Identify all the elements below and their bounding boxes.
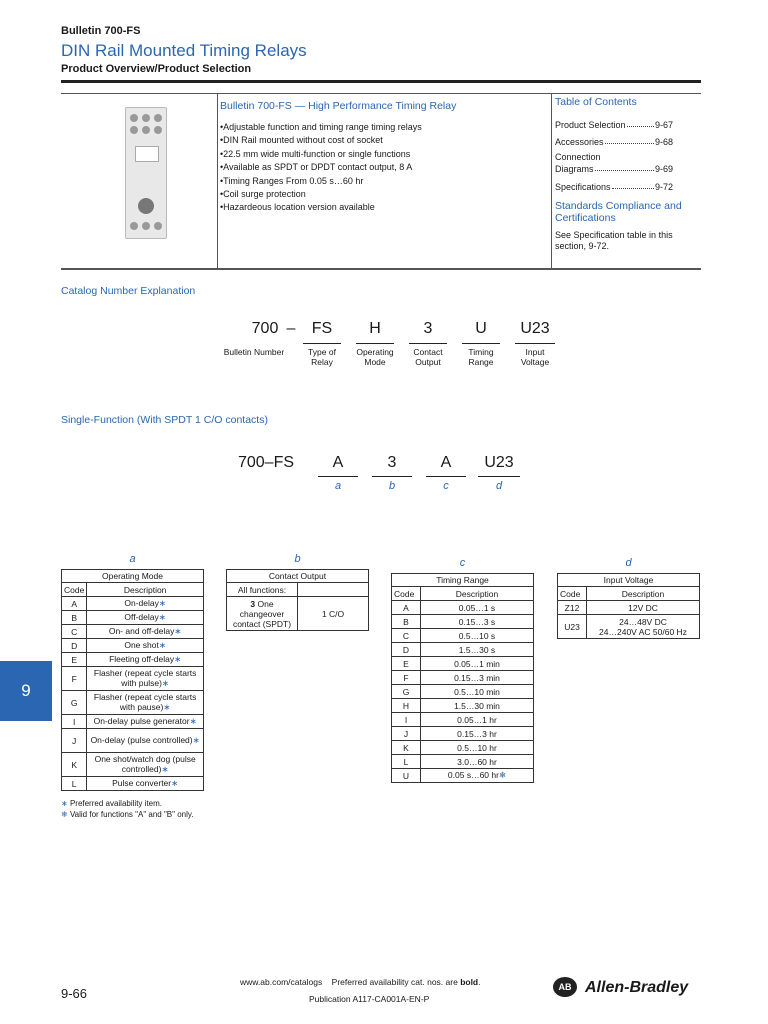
toc-item-label: Connection: [555, 152, 601, 162]
catalog-heading: Catalog Number Explanation: [61, 285, 196, 297]
sf-code: 700–FS: [237, 454, 295, 471]
toc-title: Table of Contents: [555, 96, 637, 108]
single-function-heading: Single-Function (With SPDT 1 C/O contacts): [61, 414, 268, 426]
table-row: F 0.15…3 min: [392, 671, 534, 685]
catalog-label: Contact Output: [413, 347, 443, 367]
catalog-label: Input Voltage: [520, 347, 550, 367]
list-item: • Available as SPDT or DPDT contact output, 8 A: [220, 161, 422, 174]
footnote-valid: ❄ Valid for functions "A" and "B" only.: [61, 810, 194, 819]
table-row: L 3.0…60 hr: [392, 755, 534, 769]
toc-item-label: Diagrams: [555, 164, 594, 174]
toc-item[interactable]: [555, 120, 673, 130]
table-row: E Fleeting off-delay∗: [62, 653, 204, 667]
table-row: H 1.5…30 min: [392, 699, 534, 713]
table-row: C 0.5…10 s: [392, 629, 534, 643]
table-row: A 0.05…1 s: [392, 601, 534, 615]
table-row: U 0.05 s…60 hr❄: [392, 769, 534, 783]
table-row: Z12 12V DC: [558, 601, 700, 615]
input-voltage-table: [557, 573, 700, 639]
relay-product-image: [125, 107, 167, 239]
sf-letter: a: [334, 480, 342, 492]
page-title: DIN Rail Mounted Timing Relays: [61, 41, 307, 60]
table-row: D One shot∗: [62, 639, 204, 653]
toc-item[interactable]: [555, 137, 673, 147]
page-subtitle: Product Overview/Product Selection: [61, 63, 252, 75]
sf-code: A: [332, 454, 344, 471]
operating-mode-table: [61, 569, 204, 791]
toc-item: [555, 152, 673, 162]
catalog-label: Bulletin Number: [223, 347, 285, 357]
catalog-code: U: [475, 320, 487, 337]
catalog-link[interactable]: www.ab.com/catalogs: [240, 977, 323, 987]
table-row: C On- and off-delay∗: [62, 625, 204, 639]
table-header: Code: [558, 587, 587, 601]
panel-divider: [217, 94, 218, 269]
catalog-code: U23: [520, 320, 550, 337]
list-item: • DIN Rail mounted without cost of socket: [220, 134, 422, 147]
toc-item[interactable]: [555, 164, 673, 174]
toc-item-page: 9-68: [654, 137, 673, 147]
standards-text: See Specification table in this section, 9-72.: [555, 230, 673, 251]
footnote-preferred: ∗ Preferred availability item.: [61, 799, 162, 808]
table-a-letter: a: [129, 553, 136, 565]
table-row: G 0.5…10 min: [392, 685, 534, 699]
contact-output-table: [226, 569, 369, 631]
table-title: Contact Output: [227, 570, 369, 583]
list-item: • 22.5 mm wide multi-function or single functions: [220, 148, 422, 161]
table-row: I 0.05…1 hr: [392, 713, 534, 727]
sf-code: 3: [387, 454, 397, 471]
table-row: U23 24…48V DC 24…240V AC 50/60 Hz: [558, 615, 700, 639]
panel-divider: [551, 94, 552, 269]
toc-item-page: 9-69: [654, 164, 673, 174]
toc-item-label: Specifications: [555, 182, 611, 192]
table-header: Description: [421, 587, 534, 601]
table-row: B 0.15…3 s: [392, 615, 534, 629]
catalog-label: Type of Relay: [308, 347, 336, 367]
list-item: • Adjustable function and timing range timing relays: [220, 121, 422, 134]
catalog-dash: –: [286, 320, 296, 337]
table-row: B Off-delay∗: [62, 611, 204, 625]
toc-item-label: Accessories: [555, 137, 604, 147]
table-header: Code: [62, 583, 87, 597]
table-row: J 0.15…3 hr: [392, 727, 534, 741]
table-row: F Flasher (repeat cycle starts with pulse)∗: [62, 667, 204, 691]
toc-item-label: Product Selection: [555, 120, 626, 130]
table-c-letter: c: [459, 557, 466, 569]
table-b-letter: b: [294, 553, 301, 565]
catalog-code: 700: [251, 320, 279, 337]
footer-note: www.ab.com/catalogs Preferred availability cat. nos. are bold.: [240, 977, 481, 987]
table-row: A On-delay∗: [62, 597, 204, 611]
table-row: K 0.5…10 hr: [392, 741, 534, 755]
table-cell: All functions:: [227, 583, 298, 597]
list-item: • Coil surge protection: [220, 188, 422, 201]
table-row: J On-delay (pulse controlled)∗: [62, 729, 204, 753]
sf-letter: c: [443, 480, 449, 492]
bulletin-label: Bulletin 700-FS: [61, 25, 141, 37]
table-row: K One shot/watch dog (pulse controlled)∗: [62, 753, 204, 777]
feature-list: [220, 121, 422, 215]
sf-letter: b: [388, 480, 396, 492]
table-header: Description: [587, 587, 700, 601]
sf-letter: d: [495, 480, 503, 492]
catalog-code: 3: [423, 320, 433, 337]
list-item: • Timing Ranges From 0.05 s…60 hr: [220, 175, 422, 188]
catalog-label: Timing Range: [468, 347, 494, 367]
panel-bottom-rule: [61, 268, 701, 269]
table-header: Code: [392, 587, 421, 601]
catalog-label: Operating Mode: [356, 347, 394, 367]
table-title: Timing Range: [392, 574, 534, 587]
toc-item-page: 9-72: [654, 182, 673, 192]
allen-bradley-logo: AB: [553, 977, 577, 997]
timing-range-table: [391, 573, 534, 783]
catalog-code: FS: [311, 320, 333, 337]
table-title: Input Voltage: [558, 574, 700, 587]
page-number: 9-66: [61, 986, 88, 1001]
list-item: • Hazardeous location version available: [220, 201, 422, 214]
table-row: G Flasher (repeat cycle starts with pause)∗: [62, 691, 204, 715]
catalog-code: H: [369, 320, 381, 337]
publication-number: Publication A117-CA001A-EN-P: [309, 994, 430, 1004]
toc-item[interactable]: [555, 182, 673, 192]
table-header: Description: [87, 583, 204, 597]
sf-code: A: [440, 454, 452, 471]
table-row: D 1.5…30 s: [392, 643, 534, 657]
header-rule: [61, 80, 701, 83]
table-row: I On-delay pulse generator∗: [62, 715, 204, 729]
sf-code: U23: [484, 454, 514, 471]
section-tab[interactable]: 9: [0, 661, 52, 721]
table-row: 3 One changeover contact (SPDT) 1 C/O: [227, 597, 369, 631]
table-d-letter: d: [625, 557, 632, 569]
overview-title: Bulletin 700-FS — High Performance Timing Relay: [220, 100, 457, 112]
toc-item-page: 9-67: [654, 120, 673, 130]
standards-title: Standards Compliance and Certifications: [555, 200, 682, 224]
table-row: L Pulse converter∗: [62, 777, 204, 791]
table-title: Operating Mode: [62, 570, 204, 583]
table-row: E 0.05…1 min: [392, 657, 534, 671]
brand-name: Allen-Bradley: [585, 979, 689, 996]
